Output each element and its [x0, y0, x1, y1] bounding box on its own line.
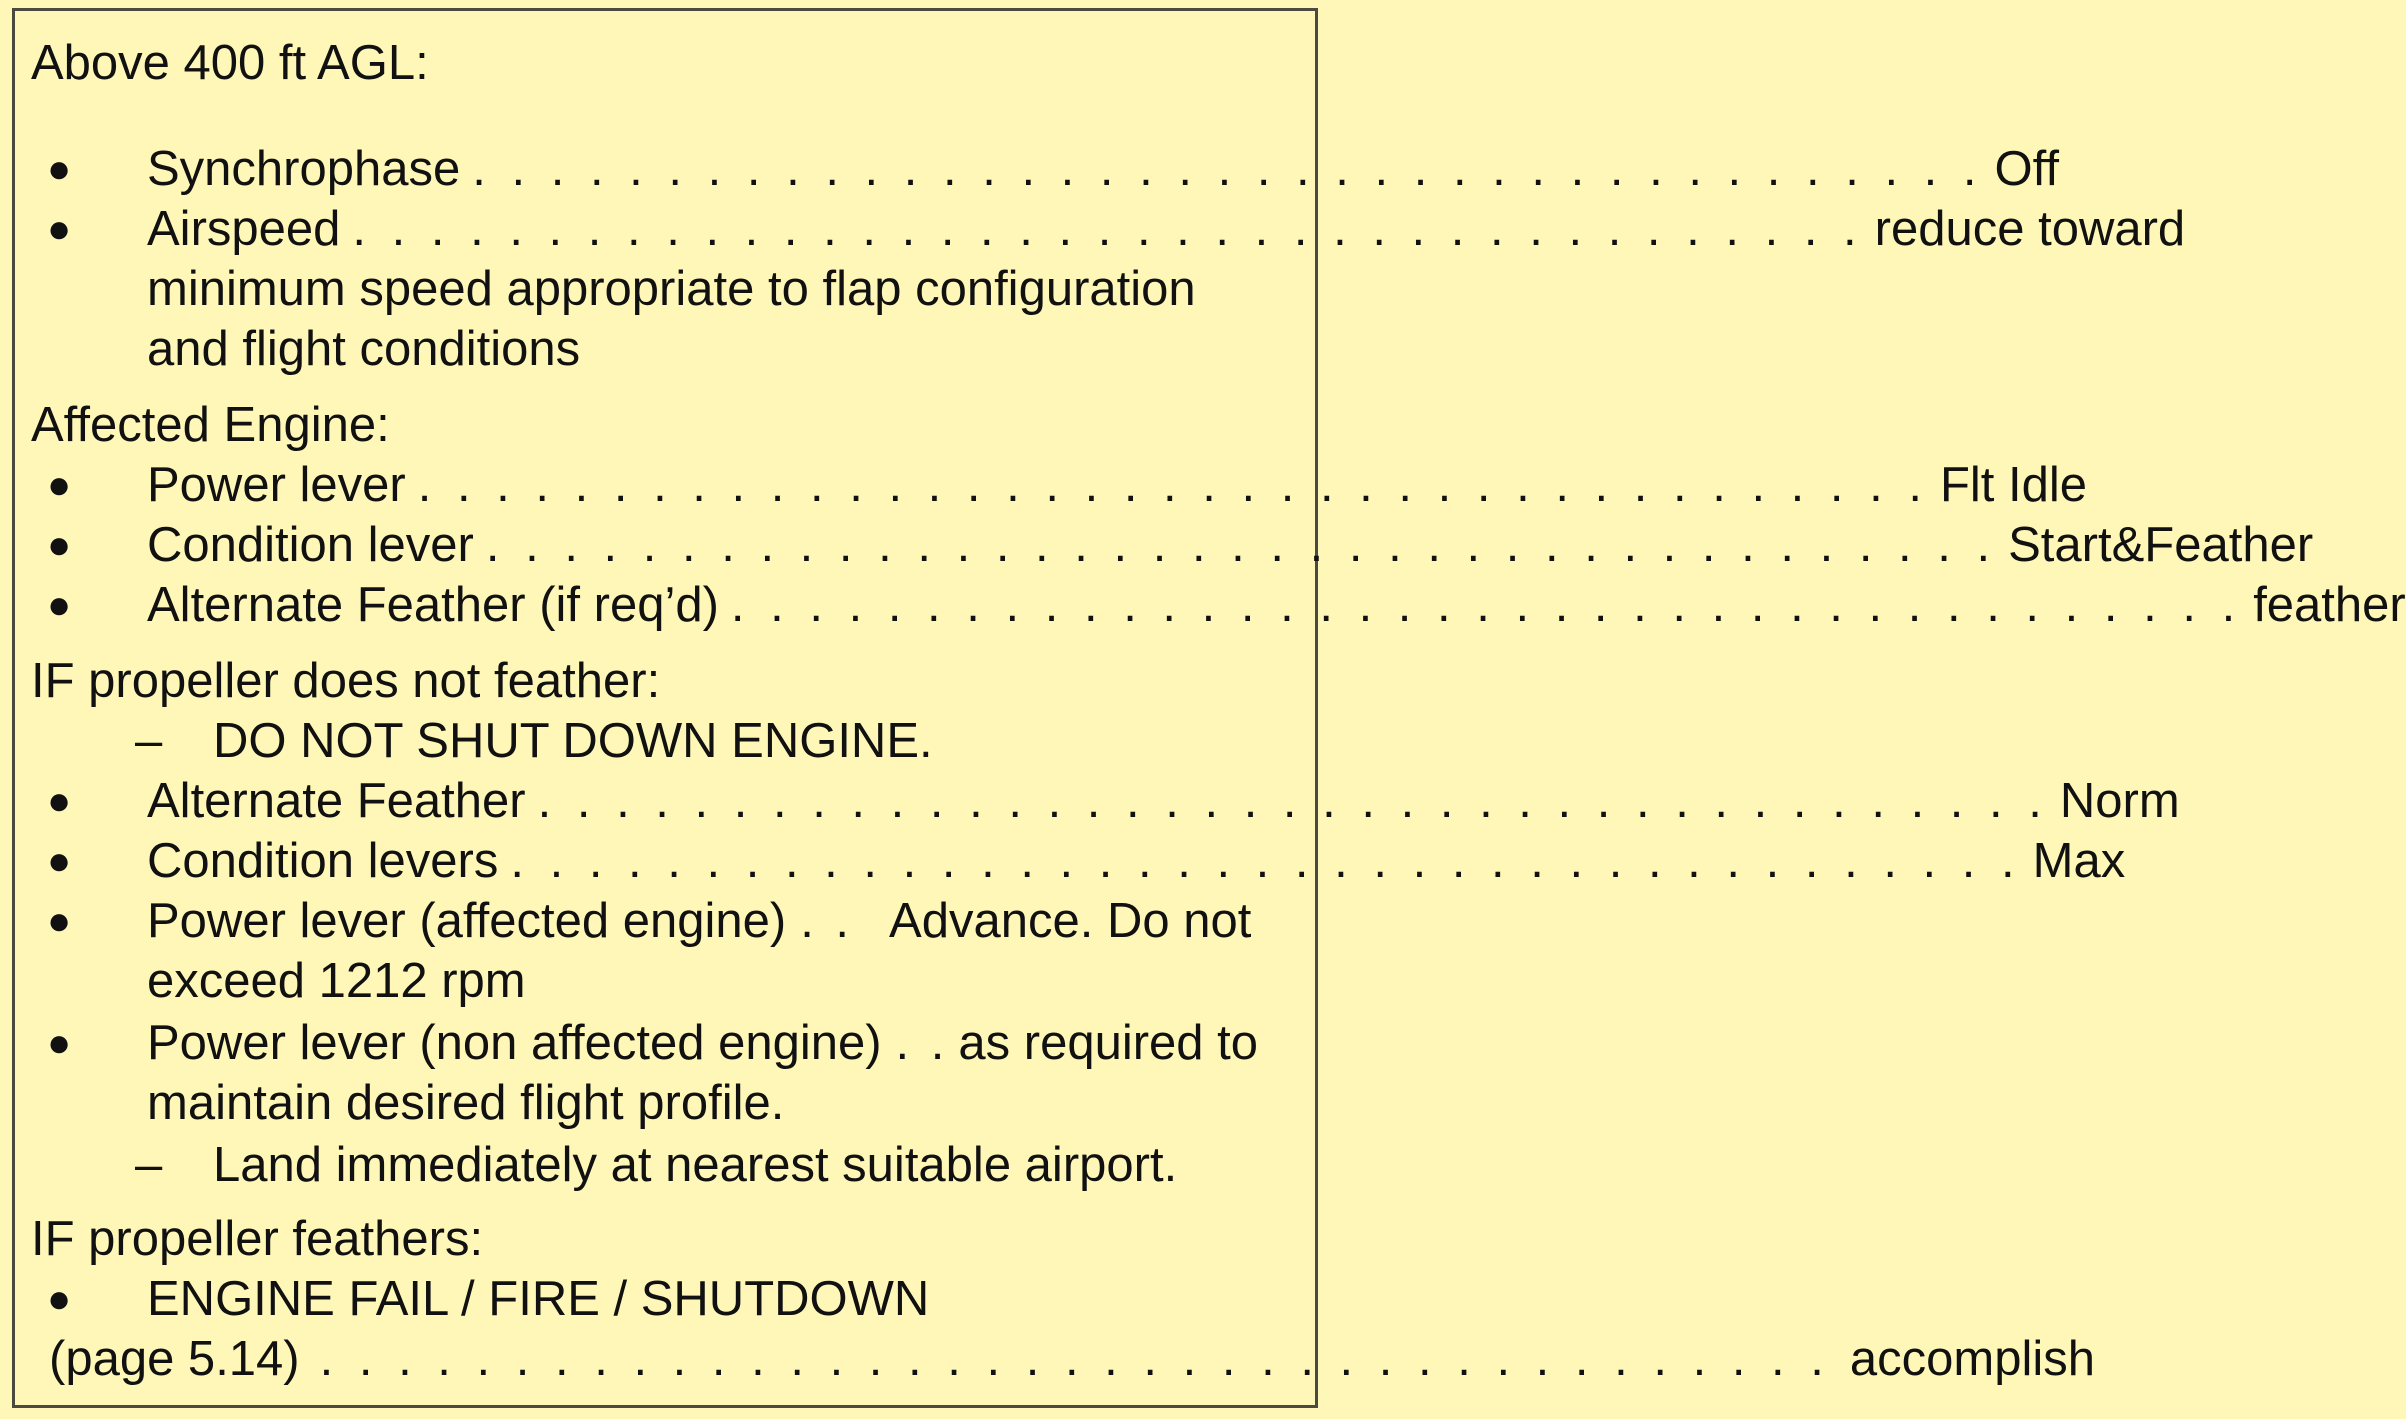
list-item-alternate-feather [15, 575, 2406, 635]
bullet-icon: ● [47, 207, 72, 251]
item-label: Condition lever [147, 518, 474, 572]
dot-leader: . . [895, 1016, 949, 1070]
dot-leader: . . . . . . . . . . . . . . . . . . . . . . . . . . . . . . . . . . . . . . . [730, 578, 2242, 632]
item-value: as required to [958, 1016, 1259, 1070]
item-value: Off [1994, 142, 2059, 196]
dot-leader: . . . . . . . . . . . . . . . . . . . . . . . . . . . . . . . . . . . . . . . [472, 142, 1983, 196]
power-lever-affected-continuation-row [15, 951, 1315, 1011]
bullet-icon: ● [47, 899, 72, 943]
bullet-icon: ● [47, 523, 72, 567]
dash-item-do-not-shut-down [15, 711, 1315, 771]
dot-leader: . . . . . . . . . . . . . . . . . . . . . . . . . . . . . . . . . . . . . . . [319, 1332, 1830, 1386]
airspeed-continuation-row [15, 319, 1315, 379]
list-item-power-lever-non-affected [15, 1013, 1315, 1073]
dash-text: Land immediately at nearest suitable airport. [213, 1138, 1178, 1192]
item-label: Power lever (non affected engine) [147, 1016, 882, 1070]
airspeed-continuation-row [15, 259, 1315, 319]
heading-propeller-not-feather: IF propeller does not feather: [31, 654, 661, 708]
heading-affected-engine: Affected Engine: [31, 398, 390, 452]
bullet-icon: ● [47, 147, 72, 191]
item-label: Synchrophase [147, 142, 461, 196]
item-label: ENGINE FAIL / FIRE / SHUTDOWN [147, 1272, 930, 1326]
dot-leader: . . . . . . . . . . . . . . . . . . . . . . . . . . . . . . . . . . . . . . . [537, 774, 2048, 828]
item-value: Flt Idle [1939, 458, 2088, 512]
bullet-icon: ● [47, 583, 72, 627]
dot-leader: . . . . . . . . . . . . . . . . . . . . . . . . . . . . . . . . . . . . . . . [510, 834, 2021, 888]
heading-propeller-feathers: IF propeller feathers: [31, 1212, 484, 1266]
item-continuation: and flight conditions [147, 322, 581, 376]
dot-leader: . . . . . . . . . . . . . . . . . . . . . . . . . . . . . . . . . . . . . . . [352, 202, 1863, 256]
bullet-icon: ● [47, 463, 72, 507]
item-continuation: minimum speed appropriate to flap configuration [147, 262, 1196, 316]
item-value: reduce toward [1874, 202, 2186, 256]
item-continuation: maintain desired flight profile. [147, 1076, 785, 1130]
power-lever-non-affected-continuation-row [15, 1073, 1315, 1133]
list-item-engine-fail [15, 1269, 1315, 1329]
list-item-power-lever-affected [15, 891, 1315, 951]
bullet-icon: ● [47, 779, 72, 823]
item-value: accomplish [1849, 1332, 2095, 1386]
list-item-alternate-feather-norm [15, 771, 2180, 831]
item-value: feather [2253, 578, 2406, 632]
page-reference: (page 5.14) [49, 1332, 300, 1386]
item-label: Alternate Feather (if req’d) [147, 578, 719, 632]
item-label: Alternate Feather [147, 774, 526, 828]
page-reference-row [15, 1329, 2095, 1389]
heading-above-400: Above 400 ft AGL: [31, 36, 429, 90]
bullet-icon: ● [47, 839, 72, 883]
list-item-power-lever [15, 455, 2088, 515]
bullet-icon: ● [47, 1021, 72, 1065]
item-value: Max [2032, 834, 2126, 888]
item-value: Start&Feather [2008, 518, 2314, 572]
item-label: Power lever (affected engine) [147, 894, 787, 948]
list-item-condition-levers [15, 831, 2126, 891]
list-item-airspeed [15, 199, 2186, 259]
dot-leader: . . [800, 894, 854, 948]
list-item-synchrophase [15, 139, 2059, 199]
item-label: Power lever [147, 458, 406, 512]
item-label: Airspeed [147, 202, 341, 256]
item-value: Advance. Do not [889, 894, 1252, 948]
dot-leader: . . . . . . . . . . . . . . . . . . . . . . . . . . . . . . . . . . . . . . . [485, 518, 1997, 572]
bullet-icon: ● [47, 1277, 72, 1321]
dash-icon: – [135, 1138, 163, 1192]
dash-item-land-immediately [15, 1135, 1315, 1195]
dash-text: DO NOT SHUT DOWN ENGINE. [213, 714, 933, 768]
dot-leader: . . . . . . . . . . . . . . . . . . . . . . . . . . . . . . . . . . . . . . . [417, 458, 1928, 512]
dash-icon: – [135, 714, 163, 768]
item-label: Condition levers [147, 834, 499, 888]
checklist-card [12, 8, 2406, 1408]
list-item-condition-lever [15, 515, 2314, 575]
item-value: Norm [2059, 774, 2180, 828]
item-continuation: exceed 1212 rpm [147, 954, 526, 1008]
